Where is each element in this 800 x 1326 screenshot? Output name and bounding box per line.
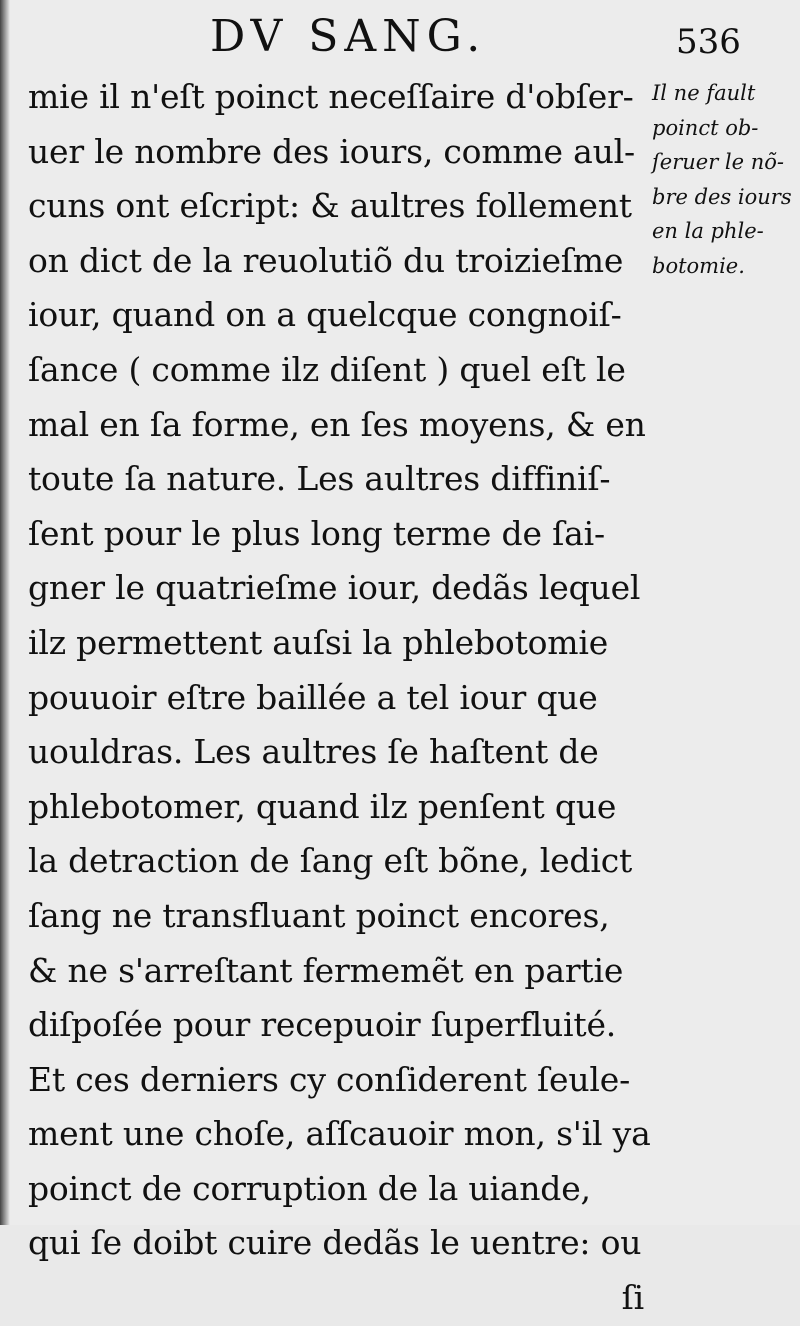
text-line: ſent pour le plus long terme de ſai-	[28, 513, 605, 553]
text-line: la detraction de ſang eſt bõne, ledict	[28, 841, 633, 881]
text-line: gner le quatrieſme iour, dedãs lequel	[28, 568, 641, 608]
text-line: mie il n'eſt poinct neceſſaire d'obſer-	[28, 77, 634, 116]
text-line: pouuoir eſtre baillée a tel iour que	[28, 677, 598, 717]
text-line: mal en ſa forme, en ſes moyens, & en	[28, 404, 646, 444]
catchword: ſi	[621, 1278, 644, 1318]
running-head: DV SANG.	[210, 11, 487, 62]
text-line: ment une choſe, aſſcauoir mon, s'il ya	[28, 1114, 651, 1154]
text-line: iour, quand on a quelcque congnoiſ-	[28, 295, 622, 335]
marginal-note-line: en la phle-	[652, 219, 764, 243]
marginal-note-line: ſeruer le nõ-	[652, 150, 784, 174]
text-line: ſance ( comme ilz diſent ) quel eſt le	[28, 349, 626, 389]
text-line: ilz permettent auſsi la phlebotomie	[28, 622, 609, 662]
marginal-note	[652, 76, 796, 283]
text-line: toute ſa nature. Les aultres diffiniſ-	[28, 459, 611, 499]
text-line: diſpoſée pour recepuoir ſuperfluité.	[28, 1005, 617, 1045]
text-line: cuns ont eſcript: & aultres follement	[28, 186, 632, 226]
text-line: phlebotomer, quand ilz penſent que	[28, 786, 617, 826]
marginal-note-line: poinct ob-	[652, 115, 759, 140]
text-line: Et ces derniers cy conſiderent ſeule-	[28, 1059, 631, 1099]
text-line: on dict de la reuolutiõ du troiziеſme	[28, 240, 624, 280]
text-line: uouldras. Les aultres ſe haſtent de	[28, 732, 599, 772]
text-line: & ne s'arreſtant fermemẽt en partie	[28, 950, 624, 990]
marginal-note-line: bre des iours	[652, 184, 792, 209]
text-line: poinct de corruption de la uiande,	[28, 1168, 591, 1208]
text-line: qui ſe doibt cuire dedãs le uentre: ou	[28, 1223, 642, 1263]
page-number: 536	[676, 22, 741, 62]
text-line: ſang ne transfluant poinct encores,	[28, 895, 610, 935]
marginal-note-line: Il ne fault	[652, 81, 756, 105]
text-line: uer le nombre des iours, comme aul-	[28, 131, 635, 171]
marginal-note-line: botomie.	[652, 253, 745, 278]
page-gutter-shadow	[0, 0, 10, 1225]
body-text	[28, 70, 651, 1326]
